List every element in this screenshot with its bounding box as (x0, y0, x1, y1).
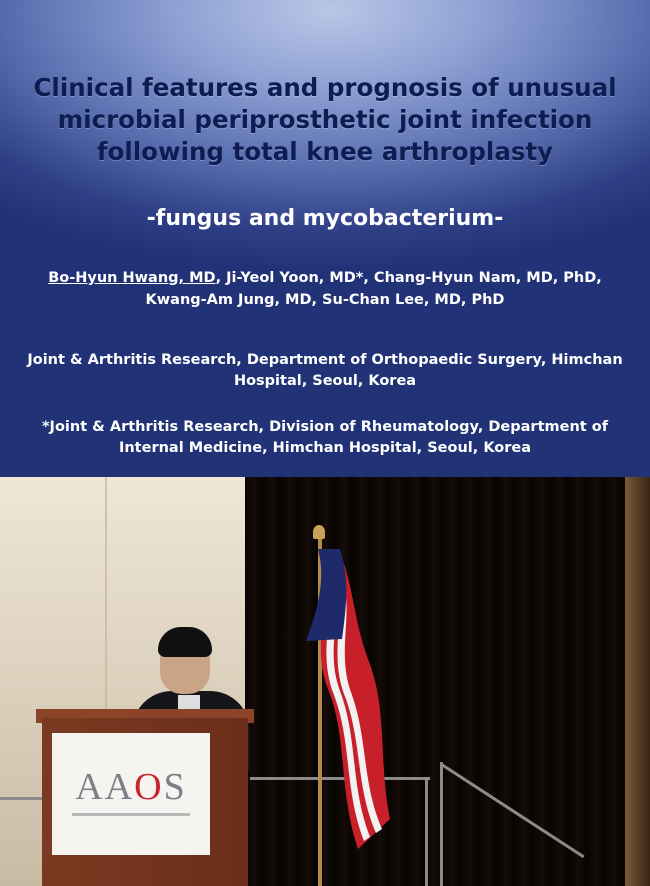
slide-subtitle: -fungus and mycobacterium- (146, 206, 504, 231)
flag-canton (306, 549, 346, 641)
co-authors-line2: Kwang-Am Jung, MD, Su-Chan Lee, MD, PhD (145, 292, 505, 308)
railing-post (425, 777, 428, 886)
american-flag (298, 549, 390, 849)
logo-letters: AA (75, 766, 135, 808)
affiliation-rheumatology: *Joint & Arthritis Research, Division of Rheumatology, Department of Internal Medicine, Himchan Hospital, Seoul, Korea (41, 419, 609, 456)
stage-railing-left (0, 797, 45, 800)
stage-pillar (625, 477, 650, 886)
flag-pole-finial (313, 525, 325, 539)
logo-tagline (72, 813, 190, 816)
affiliation-orthopaedic: Joint & Arthritis Research, Department of Orthopaedic Surgery, Himchan Hospital, Seoul, Korea (27, 352, 623, 389)
slide-title: Clinical features and prognosis of unusual microbial periprosthetic joint infection following total knee arthroplasty (33, 73, 617, 166)
aaos-logo (52, 765, 210, 809)
conference-photo (0, 477, 650, 886)
logo-o-mark: O (134, 766, 164, 808)
author-list (10, 267, 640, 311)
speaker-hair (158, 627, 212, 657)
co-authors-line1: , Ji-Yeol Yoon, MD*, Chang-Hyun Nam, MD, PhD, (215, 270, 602, 286)
presenting-author: Bo-Hyun Hwang, MD (48, 270, 216, 286)
logo-letter-s: S (163, 766, 187, 808)
railing-post (440, 762, 443, 886)
